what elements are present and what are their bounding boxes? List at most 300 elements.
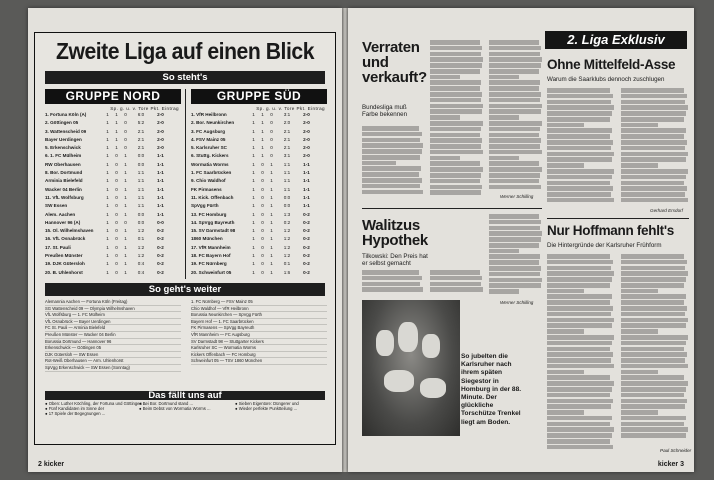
cell-u: 0 xyxy=(115,170,118,176)
table-row xyxy=(191,194,327,202)
cell-tore: 1:1 xyxy=(137,170,145,176)
cell-u: 1 xyxy=(261,153,264,159)
table-row xyxy=(191,260,327,268)
cell-g: 1 xyxy=(252,186,255,192)
cell-v: 1 xyxy=(124,236,127,242)
cell-tore: 1:1 xyxy=(283,178,291,184)
cell-u: 0 xyxy=(261,261,264,267)
divider xyxy=(547,218,689,219)
cell-u: 0 xyxy=(115,194,118,200)
cell-u: 0 xyxy=(261,194,264,200)
cell-u: 0 xyxy=(115,211,118,217)
notes-column-2 xyxy=(139,401,227,461)
cell-tore: 2:1 xyxy=(137,136,145,142)
cell-pkt: 1-1 xyxy=(157,153,164,159)
next-matches-bar: So geht's weiter xyxy=(45,283,325,296)
cell-team: 2. Göttingen 05 xyxy=(45,120,79,126)
table-row xyxy=(191,211,327,219)
cell-team: 11. Kick. Offenbach xyxy=(191,194,234,200)
cell-team: Preußen Münster xyxy=(45,253,83,259)
cell-v: 1 xyxy=(124,186,127,192)
cell-v: 0 xyxy=(270,128,273,134)
list-item: DJK Gütersloh — SW Essen xyxy=(45,352,181,359)
story3-text-col1 xyxy=(362,270,424,298)
cell-g: 1 xyxy=(252,203,255,209)
cell-g: 1 xyxy=(106,136,109,142)
cell-tore: 2:0 xyxy=(283,120,291,126)
cell-pkt: 0-2 xyxy=(303,219,310,225)
table-row xyxy=(45,202,181,210)
story2-credit: Gerhard Ersdorf xyxy=(650,208,683,213)
list-item: Borussia Neunkirchen — SpVgg Fürth xyxy=(191,312,327,319)
cell-u: 0 xyxy=(115,186,118,192)
column-header: Sp. g. u. v. Tore Pkt. Eintrag xyxy=(256,106,325,111)
cell-u: 0 xyxy=(261,161,264,167)
cell-team: Wormatia Worms xyxy=(191,161,229,167)
cell-g: 1 xyxy=(252,145,255,151)
cell-tore: 1:1 xyxy=(137,203,145,209)
cell-team: 2. Bor. Neunkirchen xyxy=(191,120,235,126)
cell-v: 1 xyxy=(124,244,127,250)
cell-v: 0 xyxy=(124,112,127,117)
cell-g: 1 xyxy=(106,244,109,250)
cell-g: 1 xyxy=(106,170,109,176)
cell-pkt: 1-1 xyxy=(157,186,164,192)
cell-pkt: 1-1 xyxy=(157,170,164,176)
notes-column-3 xyxy=(235,401,325,461)
left-page xyxy=(28,8,342,472)
cell-team: Alem. Aachen xyxy=(45,211,76,217)
cell-v: 1 xyxy=(124,211,127,217)
cell-pkt: 2-0 xyxy=(303,120,310,126)
cell-g: 1 xyxy=(106,120,109,126)
table-row xyxy=(191,269,327,277)
cell-team: Bayer Uerdingen xyxy=(45,136,82,142)
cell-team: Arminia Bielefeld xyxy=(45,178,83,184)
cell-g: 1 xyxy=(106,128,109,134)
cell-team: 11. VfL Wolfsburg xyxy=(45,194,84,200)
table-row xyxy=(45,119,181,127)
cell-tore: 1:1 xyxy=(137,178,145,184)
cell-team: 1. VfR Heilbronn xyxy=(191,112,227,117)
cell-team: 5. Erkenschwick xyxy=(45,145,81,151)
cell-pkt: 0-2 xyxy=(303,211,310,217)
cell-v: 1 xyxy=(124,203,127,209)
cell-pkt: 1-1 xyxy=(157,194,164,200)
list-item: ● Beim Debüt von Wormatia Worms ... xyxy=(139,406,211,412)
cell-tore: 2:1 xyxy=(137,128,145,134)
cell-team: 20. Schweinfurt 05 xyxy=(191,269,232,275)
cell-tore: 1:2 xyxy=(283,228,291,234)
cell-pkt: 0-2 xyxy=(303,244,310,250)
cell-tore: 0:4 xyxy=(137,261,145,267)
cell-pkt: 0-2 xyxy=(157,236,164,242)
group-north xyxy=(45,89,181,277)
cell-u: 0 xyxy=(261,178,264,184)
cell-pkt: 0-2 xyxy=(303,228,310,234)
cell-team: 18. FC Bayern Hof xyxy=(191,253,231,259)
cell-pkt: 2-0 xyxy=(157,120,164,126)
table-row xyxy=(191,235,327,243)
story1-credit: Werner Schilling xyxy=(500,194,534,199)
table-row xyxy=(191,244,327,252)
cell-g: 1 xyxy=(106,236,109,242)
falls-out-bar: Das fällt uns auf xyxy=(45,391,325,400)
cell-g: 1 xyxy=(106,194,109,200)
cell-g: 1 xyxy=(106,112,109,117)
cell-team: 15. Ol. Wilhelmshaven xyxy=(45,228,94,234)
cell-v: 1 xyxy=(270,194,273,200)
cell-u: 0 xyxy=(115,236,118,242)
cell-v: 0 xyxy=(270,120,273,126)
table-row xyxy=(191,186,327,194)
story2-text-col2 xyxy=(621,88,689,206)
cell-u: 1 xyxy=(261,112,264,117)
cell-u: 0 xyxy=(261,269,264,275)
cell-tore: 1:2 xyxy=(283,236,291,242)
cell-u: 1 xyxy=(115,145,118,151)
cell-v: 1 xyxy=(124,261,127,267)
cell-g: 1 xyxy=(106,228,109,234)
cell-v: 1 xyxy=(124,253,127,259)
table-row xyxy=(191,119,327,127)
story3-subheadline: Tilkowski: Den Preis hat er selbst gemacht xyxy=(362,253,428,267)
table-row xyxy=(191,252,327,260)
cell-u: 1 xyxy=(115,136,118,142)
list-item: ● Sieben Eigentore: Düngerer und xyxy=(235,401,299,406)
cell-v: 1 xyxy=(124,170,127,176)
cell-v: 1 xyxy=(270,211,273,217)
cell-u: 0 xyxy=(115,244,118,250)
cell-g: 1 xyxy=(106,203,109,209)
table-row xyxy=(45,111,181,119)
cell-v: 0 xyxy=(270,112,273,117)
cell-tore: 6:0 xyxy=(137,112,145,117)
cell-g: 1 xyxy=(252,178,255,184)
cell-pkt: 1-1 xyxy=(303,186,310,192)
cell-u: 1 xyxy=(261,120,264,126)
cell-tore: 2:1 xyxy=(283,128,291,134)
cell-u: 0 xyxy=(261,186,264,192)
cell-team: 8. Bor. Dortmund xyxy=(45,170,83,176)
cell-g: 1 xyxy=(252,236,255,242)
cell-pkt: 0-2 xyxy=(157,253,164,259)
cell-g: 1 xyxy=(252,228,255,234)
list-item: ● Fünf Kandidaten im Sinne der xyxy=(45,406,105,412)
cell-g: 1 xyxy=(252,269,255,275)
list-item: VfL Osnabrück — Bayer Uerdingen xyxy=(45,319,181,326)
list-item: VfL Wolfsburg — 1. FC Mülheim xyxy=(45,312,181,319)
cell-tore: 1:1 xyxy=(283,170,291,176)
group-south xyxy=(191,89,327,277)
cell-pkt: 1-1 xyxy=(303,203,310,209)
cell-v: 1 xyxy=(270,170,273,176)
cell-tore: 0:1 xyxy=(283,261,291,267)
cell-team: 15. SV Darmstadt 98 xyxy=(191,228,236,234)
cell-g: 1 xyxy=(252,253,255,259)
table-row xyxy=(45,260,181,268)
cell-u: 1 xyxy=(115,128,118,134)
photo-caption: So jubelten die Karlsruher nach ihrem späten Siegestor in Homburg in der 88. Minute. Der glückliche Torschütze Trenkel liegt am Boden. xyxy=(461,353,522,426)
north-table xyxy=(45,111,181,277)
list-item: VfR Mannheim — FC Augsburg xyxy=(191,332,327,339)
cell-team: Wacker 04 Berlin xyxy=(45,186,82,192)
cell-team: 3. Wattenscheid 09 xyxy=(45,128,87,134)
cell-pkt: 2-0 xyxy=(157,128,164,134)
cell-tore: 0:0 xyxy=(283,194,291,200)
cell-pkt: 0-2 xyxy=(157,261,164,267)
cell-u: 0 xyxy=(115,178,118,184)
table-row xyxy=(191,202,327,210)
story3-credit: Werner Schilling xyxy=(500,300,534,305)
cell-pkt: 0-2 xyxy=(157,269,164,275)
column-header: Sp. g. u. v. Tore Pkt. Eintrag xyxy=(110,106,179,111)
cell-v: 0 xyxy=(124,120,127,126)
story1-text-col2 xyxy=(430,40,484,200)
group-north-title: GRUPPE NORD xyxy=(45,89,181,104)
cell-g: 1 xyxy=(106,178,109,184)
cell-u: 0 xyxy=(115,261,118,267)
story3-text-col2 xyxy=(430,270,484,298)
cell-v: 0 xyxy=(124,145,127,151)
story1-headline: Verraten und verkauft? xyxy=(362,39,427,86)
cell-g: 1 xyxy=(106,211,109,217)
cell-tore: 0:1 xyxy=(137,236,145,242)
cell-tore: 1:1 xyxy=(283,186,291,192)
cell-u: 0 xyxy=(115,219,118,225)
cell-g: 1 xyxy=(252,170,255,176)
cell-tore: 1:1 xyxy=(137,186,145,192)
list-item: Alemannia Aachen — Fortuna Köln (Freitag) xyxy=(45,299,181,306)
cell-u: 0 xyxy=(261,219,264,225)
cell-g: 1 xyxy=(106,186,109,192)
cell-u: 0 xyxy=(261,203,264,209)
cell-g: 1 xyxy=(252,136,255,142)
cell-v: 1 xyxy=(270,261,273,267)
list-item: Bayern Hof — 1. FC Saarbrücken xyxy=(191,319,327,326)
story4-credit: Paul Schneider xyxy=(660,448,692,453)
notes-column-1 xyxy=(45,401,147,461)
cell-u: 0 xyxy=(261,253,264,259)
divider xyxy=(185,89,186,279)
cell-g: 1 xyxy=(106,261,109,267)
cell-u: 0 xyxy=(115,153,118,159)
cell-v: 1 xyxy=(270,236,273,242)
story3-text-col3 xyxy=(489,214,543,298)
cell-team: SW Essen xyxy=(45,203,68,209)
cell-v: 1 xyxy=(270,253,273,259)
cell-pkt: 1-1 xyxy=(157,203,164,209)
cell-team: 6. 1. FC Mülheim xyxy=(45,153,82,159)
cell-v: 0 xyxy=(270,153,273,159)
cell-u: 0 xyxy=(115,253,118,259)
cell-tore: 0:0 xyxy=(137,211,145,217)
cell-g: 1 xyxy=(252,219,255,225)
table-row xyxy=(45,161,181,169)
cell-tore: 3:1 xyxy=(283,112,291,117)
cell-u: 1 xyxy=(261,136,264,142)
table-row xyxy=(45,136,181,144)
cell-v: 1 xyxy=(124,161,127,167)
cell-tore: 2:1 xyxy=(283,136,291,142)
cell-tore: 5:2 xyxy=(137,120,145,126)
list-item: ● 17 Spiele der Begegnungen ... xyxy=(45,411,106,417)
south-table xyxy=(191,111,327,277)
cell-u: 0 xyxy=(261,170,264,176)
cell-tore: 1:2 xyxy=(137,228,145,234)
cell-g: 1 xyxy=(252,194,255,200)
cell-tore: 1:6 xyxy=(283,269,291,275)
cell-tore: 0:0 xyxy=(137,161,145,167)
right-page xyxy=(348,8,694,472)
page-title: Zweite Liga auf einen Blick xyxy=(55,38,315,64)
table-row xyxy=(45,227,181,235)
cell-u: 0 xyxy=(115,228,118,234)
cell-tore: 0:2 xyxy=(283,219,291,225)
table-row xyxy=(191,111,327,119)
cell-u: 0 xyxy=(115,269,118,275)
cell-v: 0 xyxy=(124,219,127,225)
list-item: ● Oben: Luther Köchling, der Fortuna und Göttingen ... xyxy=(45,401,147,406)
cell-g: 1 xyxy=(252,120,255,126)
cell-pkt: 1-1 xyxy=(303,161,310,167)
fixtures-south xyxy=(191,299,327,391)
cell-pkt: 2-0 xyxy=(303,145,310,151)
standings-bar: So steht's xyxy=(45,71,325,84)
cell-pkt: 2-0 xyxy=(157,136,164,142)
table-row xyxy=(191,227,327,235)
cell-v: 0 xyxy=(124,128,127,134)
cell-pkt: 2-0 xyxy=(303,128,310,134)
cell-team: Hannover 96 (A) xyxy=(45,219,81,225)
story3-headline: Walitzus Hypothek xyxy=(362,217,428,249)
cell-tore: 0:4 xyxy=(137,269,145,275)
list-item: ● Bei Bor. Dortmund stand ... xyxy=(139,401,193,406)
cell-pkt: 0-2 xyxy=(303,269,310,275)
cell-v: 1 xyxy=(270,161,273,167)
cell-team: 19. FC Nürnberg xyxy=(191,261,227,267)
cell-u: 0 xyxy=(261,228,264,234)
table-row xyxy=(45,194,181,202)
table-row xyxy=(45,177,181,185)
cell-team: SpVgg Fürth xyxy=(191,203,219,209)
team-photo xyxy=(362,300,460,436)
cell-v: 1 xyxy=(124,269,127,275)
cell-v: 1 xyxy=(270,203,273,209)
cell-u: 0 xyxy=(115,203,118,209)
cell-g: 1 xyxy=(252,261,255,267)
table-row xyxy=(45,269,181,277)
cell-u: 0 xyxy=(115,161,118,167)
story1-text-col3 xyxy=(489,40,543,192)
cell-g: 1 xyxy=(106,269,109,275)
table-row xyxy=(45,211,181,219)
cell-v: 1 xyxy=(270,178,273,184)
cell-pkt: 1-1 xyxy=(303,178,310,184)
cell-pkt: 0-2 xyxy=(303,253,310,259)
cell-pkt: 1-1 xyxy=(157,211,164,217)
page-number: 2 kicker xyxy=(38,461,65,468)
cell-team: 19. DJK Gütersloh xyxy=(45,261,85,267)
cell-tore: 3:1 xyxy=(283,153,291,159)
cell-team: 1. Fortuna Köln (A) xyxy=(45,112,87,117)
cell-tore: 2:1 xyxy=(283,145,291,151)
cell-team: 17. St. Pauli xyxy=(45,244,71,250)
table-row xyxy=(45,252,181,260)
list-item: SG Wattenscheid 09 — Olympia Wilhelmshaven xyxy=(45,306,181,313)
cell-g: 1 xyxy=(106,161,109,167)
table-row xyxy=(191,161,327,169)
cell-v: 1 xyxy=(124,194,127,200)
cell-team: RW Oberhausen xyxy=(45,161,81,167)
table-row xyxy=(191,177,327,185)
cell-team: 3. FC Augsburg xyxy=(191,128,226,134)
cell-u: 1 xyxy=(261,128,264,134)
cell-v: 0 xyxy=(270,136,273,142)
page-number: kicker 3 xyxy=(657,461,684,468)
cell-pkt: 2-0 xyxy=(157,145,164,151)
cell-team: 16. VfL Osnabrück xyxy=(45,236,86,242)
cell-u: 1 xyxy=(115,120,118,126)
cell-team: 14. SpVgg Bayreuth xyxy=(191,219,235,225)
story1-subheadline: Bundesliga muß Farbe bekennen xyxy=(362,104,408,118)
cell-v: 0 xyxy=(124,136,127,142)
fixtures-north xyxy=(45,299,181,391)
cell-tore: 1:1 xyxy=(137,194,145,200)
table-row xyxy=(191,219,327,227)
cell-v: 1 xyxy=(124,153,127,159)
cell-g: 1 xyxy=(106,153,109,159)
overview-box xyxy=(34,32,336,445)
table-row xyxy=(45,219,181,227)
cell-u: 0 xyxy=(261,211,264,217)
cell-team: 6. Stuttg. Kickers xyxy=(191,153,229,159)
cell-team: 5. Karlsruher SC xyxy=(191,145,227,151)
cell-g: 1 xyxy=(106,145,109,151)
cell-pkt: 0-2 xyxy=(157,228,164,234)
cell-team: 4. FSV Mainz 05 xyxy=(191,136,226,142)
story2-subheadline: Warum die Saarklubs dennoch zuschlugen xyxy=(547,76,665,83)
table-row xyxy=(191,144,327,152)
cell-g: 1 xyxy=(252,112,255,117)
story4-text-col2 xyxy=(621,254,689,444)
cell-tore: 1:2 xyxy=(137,253,145,259)
cell-tore: 1:2 xyxy=(283,253,291,259)
cell-pkt: 0-2 xyxy=(303,236,310,242)
story2-headline: Ohne Mittelfeld-Asse xyxy=(547,57,676,72)
cell-v: 1 xyxy=(270,244,273,250)
cell-tore: 0:0 xyxy=(283,203,291,209)
cell-g: 1 xyxy=(252,244,255,250)
list-item: SpVgg Erkenschwick — SW Essen (Sonntag) xyxy=(45,365,181,372)
cell-v: 1 xyxy=(270,269,273,275)
list-item: Chio Waldhof — VfR Heilbronn xyxy=(191,306,327,313)
table-row xyxy=(45,186,181,194)
cell-u: 0 xyxy=(261,236,264,242)
list-item: Rot-Weiß Oberhausen — Arm. Uhlenhorst xyxy=(45,358,181,365)
cell-tore: 1:3 xyxy=(283,211,291,217)
list-item: Karlsruher SC — Wormatia Worms xyxy=(191,345,327,352)
cell-tore: 1:2 xyxy=(137,244,145,250)
cell-team: 13. FC Homburg xyxy=(191,211,227,217)
cell-team: 17. VfR Mannheim xyxy=(191,244,231,250)
list-item: Borussia Dortmund — Hannover 96 xyxy=(45,339,181,346)
cell-pkt: 0-2 xyxy=(303,261,310,267)
cell-v: 1 xyxy=(270,228,273,234)
cell-u: 0 xyxy=(261,244,264,250)
group-south-title: GRUPPE SÜD xyxy=(191,89,327,104)
cell-u: 1 xyxy=(261,145,264,151)
